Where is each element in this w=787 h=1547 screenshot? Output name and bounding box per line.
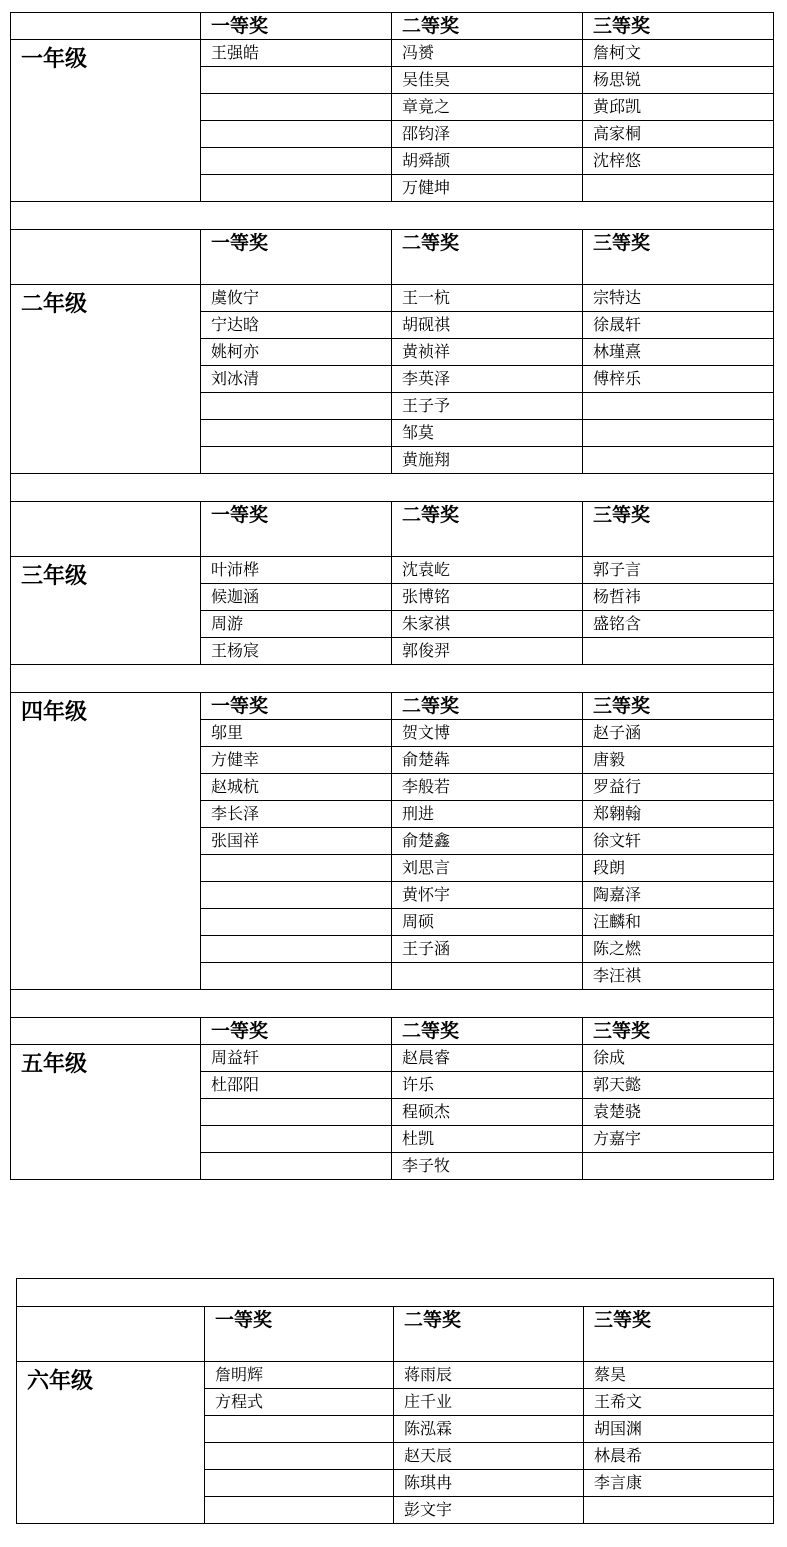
winner-name-cell: 王一杭	[392, 285, 583, 312]
winner-name-cell	[201, 67, 392, 94]
winner-name-cell: 赵城杭	[201, 774, 392, 801]
winner-name-cell: 刑进	[392, 801, 583, 828]
award-level-header-2: 二等奖	[392, 13, 583, 40]
winner-name-cell	[201, 175, 392, 202]
award-level-header-1: 一等奖	[201, 230, 392, 285]
winner-name-cell: 徐成	[583, 1045, 774, 1072]
winner-name-cell: 高家桐	[583, 121, 774, 148]
winner-name-cell	[205, 1497, 394, 1524]
winner-name-cell: 王希文	[584, 1389, 774, 1416]
award-header-row	[17, 1307, 774, 1362]
winner-name-cell: 宗特达	[583, 285, 774, 312]
winner-name-cell: 冯赟	[392, 40, 583, 67]
winner-name-cell: 傅梓乐	[583, 366, 774, 393]
winner-name-cell: 庄千业	[394, 1389, 584, 1416]
winner-name-cell: 张博铭	[392, 584, 583, 611]
winner-name-cell: 汪麟和	[583, 909, 774, 936]
winner-name-cell	[201, 121, 392, 148]
winner-name-cell: 李子牧	[392, 1153, 583, 1180]
award-level-header-2: 二等奖	[392, 502, 583, 557]
winner-name-cell: 张国祥	[201, 828, 392, 855]
awards-table-body	[11, 13, 774, 1180]
winner-name-cell: 蔡昊	[584, 1362, 774, 1389]
section-separator-row	[11, 990, 774, 1018]
award-header-row	[11, 502, 774, 557]
winner-name-cell: 徐晟轩	[583, 312, 774, 339]
winner-name-cell: 王杨宸	[201, 638, 392, 665]
winner-name-cell: 刘思言	[392, 855, 583, 882]
winner-name-cell: 邹莫	[392, 420, 583, 447]
award-level-header-2: 二等奖	[392, 693, 583, 720]
grade-label: 二年级	[11, 285, 201, 474]
winner-name-cell	[201, 1099, 392, 1126]
winner-name-cell: 方嘉宇	[583, 1126, 774, 1153]
winner-name-cell	[583, 420, 774, 447]
award-level-header-1: 一等奖	[201, 13, 392, 40]
winner-name-cell: 段朗	[583, 855, 774, 882]
winner-row	[11, 1045, 774, 1072]
winner-row	[11, 40, 774, 67]
winner-name-cell: 黄施翔	[392, 447, 583, 474]
winner-name-cell: 宁达晗	[201, 312, 392, 339]
winner-name-cell: 罗益行	[583, 774, 774, 801]
winner-row	[17, 1362, 774, 1389]
winner-name-cell: 邬里	[201, 720, 392, 747]
winner-name-cell: 周硕	[392, 909, 583, 936]
winner-name-cell: 林晨希	[584, 1443, 774, 1470]
winner-name-cell: 周游	[201, 611, 392, 638]
section-separator-row	[11, 665, 774, 693]
winner-name-cell: 王强皓	[201, 40, 392, 67]
winner-name-cell: 胡砚祺	[392, 312, 583, 339]
grade-label: 一年级	[11, 40, 201, 202]
winner-name-cell: 刘冰清	[201, 366, 392, 393]
winner-name-cell: 李般若	[392, 774, 583, 801]
winner-name-cell: 周益轩	[201, 1045, 392, 1072]
grade-label: 三年级	[11, 557, 201, 665]
empty-corner-cell	[11, 13, 201, 40]
separator-cell	[11, 202, 774, 230]
award-level-header-3: 三等奖	[583, 13, 774, 40]
winner-name-cell: 黄祯祥	[392, 339, 583, 366]
empty-corner-cell	[11, 230, 201, 285]
winner-name-cell: 方程式	[205, 1389, 394, 1416]
winner-name-cell: 胡国渊	[584, 1416, 774, 1443]
separator-cell	[11, 474, 774, 502]
winner-name-cell: 王子涵	[392, 936, 583, 963]
winner-name-cell	[205, 1443, 394, 1470]
winner-name-cell: 徐文轩	[583, 828, 774, 855]
award-header-row	[11, 13, 774, 40]
winner-name-cell: 姚柯亦	[201, 339, 392, 366]
winner-name-cell: 叶沛桦	[201, 557, 392, 584]
section-separator-row	[17, 1279, 774, 1307]
winner-name-cell: 李汪祺	[583, 963, 774, 990]
winner-name-cell	[201, 936, 392, 963]
separator-cell	[11, 990, 774, 1018]
award-level-header-2: 二等奖	[392, 230, 583, 285]
winner-name-cell: 郭俊羿	[392, 638, 583, 665]
winner-name-cell: 陈泓霖	[394, 1416, 584, 1443]
empty-corner-cell	[11, 1018, 201, 1045]
winner-name-cell: 李长泽	[201, 801, 392, 828]
awards-table-main	[10, 12, 774, 1180]
award-level-header-3: 三等奖	[583, 693, 774, 720]
winner-name-cell	[201, 909, 392, 936]
winner-name-cell: 王子予	[392, 393, 583, 420]
empty-corner-cell	[11, 502, 201, 557]
winner-name-cell: 彭文宇	[394, 1497, 584, 1524]
winner-name-cell: 黄怀宇	[392, 882, 583, 909]
winner-name-cell: 陈之燃	[583, 936, 774, 963]
section-separator-row	[11, 202, 774, 230]
winner-name-cell: 李英泽	[392, 366, 583, 393]
winner-name-cell	[201, 148, 392, 175]
winner-name-cell	[201, 447, 392, 474]
winner-name-cell: 黄邱凯	[583, 94, 774, 121]
award-level-header-1: 一等奖	[201, 502, 392, 557]
awards-table-six-body	[17, 1279, 774, 1524]
winner-name-cell: 杨思锐	[583, 67, 774, 94]
section-separator-row	[11, 474, 774, 502]
empty-corner-cell	[17, 1307, 205, 1362]
separator-cell	[11, 665, 774, 693]
winner-name-cell	[201, 420, 392, 447]
winner-name-cell	[205, 1470, 394, 1497]
winner-name-cell: 杜邵阳	[201, 1072, 392, 1099]
winner-name-cell: 虞攸宁	[201, 285, 392, 312]
award-level-header-3: 三等奖	[583, 1018, 774, 1045]
winner-row	[11, 557, 774, 584]
winner-name-cell: 候迦涵	[201, 584, 392, 611]
winner-name-cell	[583, 638, 774, 665]
award-level-header-1: 一等奖	[205, 1307, 394, 1362]
winner-name-cell	[583, 393, 774, 420]
winner-row	[11, 285, 774, 312]
winner-name-cell: 郭子言	[583, 557, 774, 584]
winner-name-cell: 朱家祺	[392, 611, 583, 638]
award-level-header-3: 三等奖	[583, 230, 774, 285]
winner-name-cell: 陈琪冉	[394, 1470, 584, 1497]
winner-name-cell: 詹明辉	[205, 1362, 394, 1389]
winner-name-cell	[201, 1126, 392, 1153]
winner-name-cell	[201, 963, 392, 990]
award-level-header-1: 一等奖	[201, 693, 392, 720]
winner-name-cell: 俞楚犇	[392, 747, 583, 774]
winner-name-cell	[201, 882, 392, 909]
winner-name-cell	[583, 1153, 774, 1180]
winner-name-cell	[583, 447, 774, 474]
award-level-header-2: 二等奖	[392, 1018, 583, 1045]
winner-name-cell: 赵子涵	[583, 720, 774, 747]
winner-name-cell	[201, 393, 392, 420]
winner-name-cell: 林瑾熹	[583, 339, 774, 366]
winner-name-cell	[584, 1497, 774, 1524]
award-level-header-1: 一等奖	[201, 1018, 392, 1045]
winner-name-cell: 俞楚鑫	[392, 828, 583, 855]
winner-name-cell: 赵晨睿	[392, 1045, 583, 1072]
winner-name-cell: 杜凯	[392, 1126, 583, 1153]
winner-name-cell: 赵天辰	[394, 1443, 584, 1470]
award-header-row	[11, 693, 774, 720]
winner-name-cell: 袁楚骁	[583, 1099, 774, 1126]
grade-label: 五年级	[11, 1045, 201, 1180]
grade-label: 四年级	[11, 693, 201, 990]
winner-name-cell: 杨哲祎	[583, 584, 774, 611]
winner-name-cell: 贺文博	[392, 720, 583, 747]
separator-cell	[17, 1279, 774, 1307]
award-level-header-2: 二等奖	[394, 1307, 584, 1362]
winner-name-cell: 章竟之	[392, 94, 583, 121]
winner-name-cell	[205, 1416, 394, 1443]
winner-name-cell: 詹柯文	[583, 40, 774, 67]
winner-name-cell: 邵钧泽	[392, 121, 583, 148]
award-header-row	[11, 1018, 774, 1045]
winner-name-cell: 郑翱翰	[583, 801, 774, 828]
winner-name-cell: 李言康	[584, 1470, 774, 1497]
winner-name-cell: 唐毅	[583, 747, 774, 774]
winner-name-cell: 吴佳昊	[392, 67, 583, 94]
winner-name-cell: 盛铭含	[583, 611, 774, 638]
winner-name-cell	[201, 855, 392, 882]
grade-label: 六年级	[17, 1362, 205, 1524]
winner-name-cell: 陶嘉泽	[583, 882, 774, 909]
winner-name-cell: 许乐	[392, 1072, 583, 1099]
awards-table-grade-six	[16, 1278, 774, 1524]
winner-name-cell: 方健幸	[201, 747, 392, 774]
award-level-header-3: 三等奖	[584, 1307, 774, 1362]
winner-name-cell	[201, 94, 392, 121]
winner-name-cell	[201, 1153, 392, 1180]
winner-name-cell: 万健坤	[392, 175, 583, 202]
winner-name-cell	[392, 963, 583, 990]
winner-name-cell: 程硕杰	[392, 1099, 583, 1126]
winner-name-cell: 胡舜颉	[392, 148, 583, 175]
winner-name-cell: 沈袁屹	[392, 557, 583, 584]
winner-name-cell: 沈梓悠	[583, 148, 774, 175]
award-header-row	[11, 230, 774, 285]
winner-name-cell: 郭天懿	[583, 1072, 774, 1099]
award-level-header-3: 三等奖	[583, 502, 774, 557]
winner-name-cell	[583, 175, 774, 202]
winner-name-cell: 蒋雨辰	[394, 1362, 584, 1389]
